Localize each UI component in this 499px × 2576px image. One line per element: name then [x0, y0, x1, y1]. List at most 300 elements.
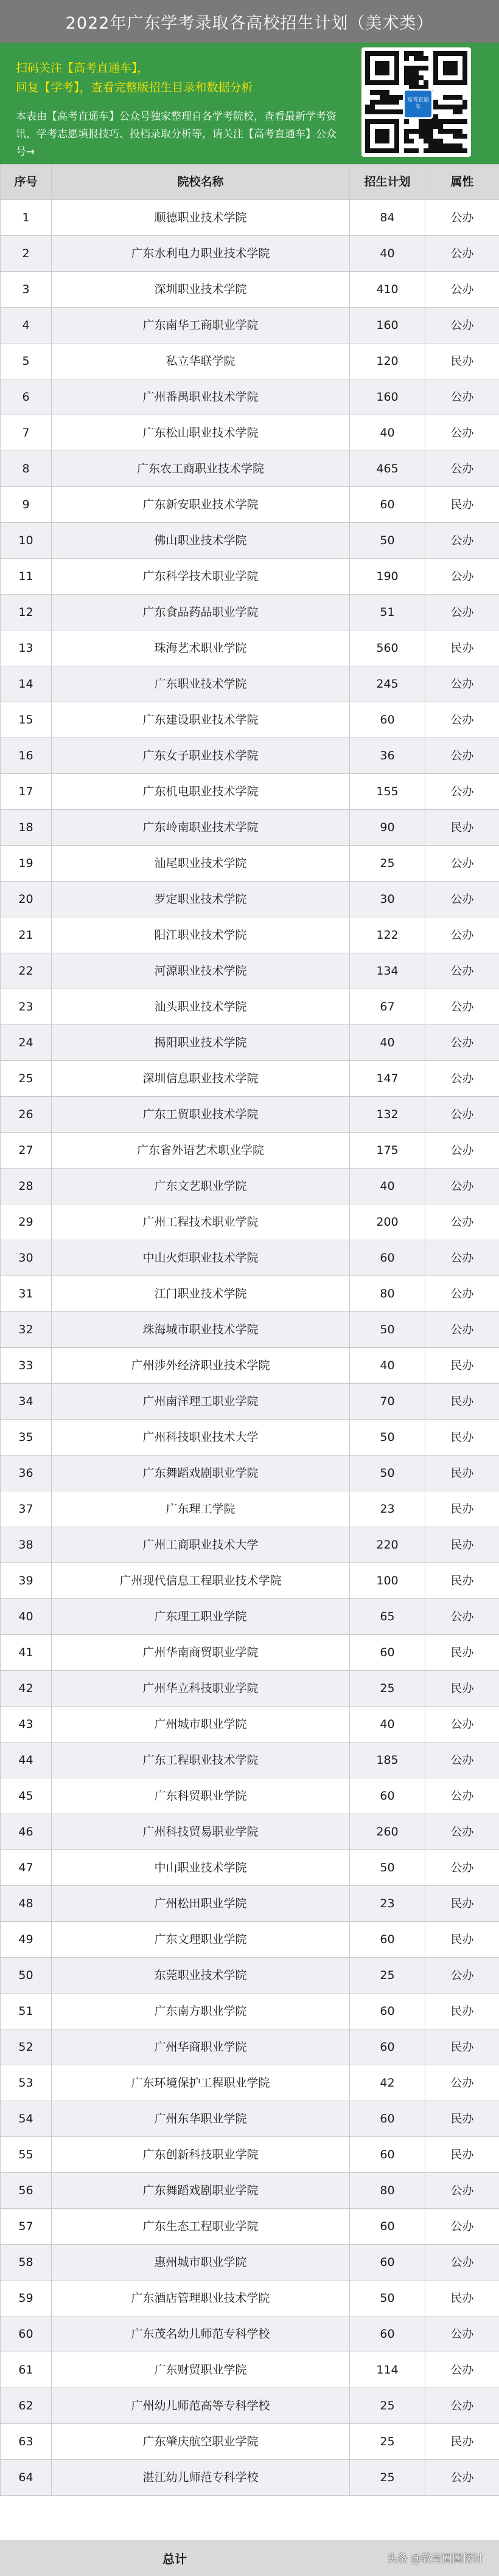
cell-enrollment-plan: 40	[350, 1025, 425, 1061]
table-row	[1, 1133, 499, 1169]
cell-school-name: 广东松山职业技术学院	[52, 415, 350, 451]
cell-school-type: 公办	[425, 379, 499, 415]
cell-school-type: 民办	[425, 1994, 499, 2029]
table-row	[1, 989, 499, 1025]
cell-index: 14	[1, 666, 52, 702]
cell-index: 48	[1, 1886, 52, 1922]
cell-school-type: 民办	[425, 1527, 499, 1563]
cell-school-name: 广东财贸职业学院	[52, 2352, 350, 2388]
cell-enrollment-plan: 122	[350, 917, 425, 953]
cell-school-type: 民办	[425, 1563, 499, 1599]
cell-school-type: 公办	[425, 415, 499, 451]
table-row	[1, 2137, 499, 2173]
cell-index: 47	[1, 1850, 52, 1886]
table-row	[1, 1455, 499, 1491]
cell-enrollment-plan: 100	[350, 1563, 425, 1599]
cell-school-type: 民办	[425, 2424, 499, 2460]
cell-index: 29	[1, 1204, 52, 1240]
cell-school-name: 惠州城市职业学院	[52, 2245, 350, 2281]
cell-school-type: 民办	[425, 630, 499, 666]
cell-school-type: 公办	[425, 1599, 499, 1635]
cell-enrollment-plan: 25	[350, 1958, 425, 1994]
table-row	[1, 1204, 499, 1240]
table-row	[1, 595, 499, 630]
table-row	[1, 1420, 499, 1455]
table-row	[1, 846, 499, 882]
cell-school-name: 私立华联学院	[52, 344, 350, 379]
cell-enrollment-plan: 90	[350, 810, 425, 846]
cell-index: 16	[1, 738, 52, 774]
cell-school-type: 民办	[425, 1491, 499, 1527]
cell-index: 15	[1, 702, 52, 738]
cell-school-name: 广州工程技术职业学院	[52, 1204, 350, 1240]
table-row	[1, 1886, 499, 1922]
cell-index: 49	[1, 1922, 52, 1958]
table-row	[1, 2424, 499, 2460]
cell-school-name: 广东舞蹈戏剧职业学院	[52, 1455, 350, 1491]
cell-index: 18	[1, 810, 52, 846]
cell-school-name: 广东新安职业技术学院	[52, 487, 350, 523]
cell-enrollment-plan: 147	[350, 1061, 425, 1097]
cell-school-name: 广东科学技术职业学院	[52, 559, 350, 595]
source-credit: 头条 @教育圈圈探讨	[386, 2553, 483, 2565]
table-row	[1, 2209, 499, 2245]
cell-index: 62	[1, 2388, 52, 2424]
cell-enrollment-plan: 25	[350, 1671, 425, 1707]
cell-school-name: 广东科贸职业学院	[52, 1778, 350, 1814]
cell-school-name: 广州东华职业学院	[52, 2101, 350, 2137]
cell-enrollment-plan: 114	[350, 2352, 425, 2388]
table-row	[1, 1671, 499, 1707]
cell-school-name: 广东职业技术学院	[52, 666, 350, 702]
cell-index: 54	[1, 2101, 52, 2137]
table-row	[1, 1635, 499, 1671]
cell-index: 57	[1, 2209, 52, 2245]
cell-index: 33	[1, 1348, 52, 1384]
table-row	[1, 1169, 499, 1204]
table-row	[1, 666, 499, 702]
cell-school-name: 广州华立科技职业学院	[52, 1671, 350, 1707]
cell-enrollment-plan: 40	[350, 1169, 425, 1204]
cell-index: 10	[1, 523, 52, 559]
cell-enrollment-plan: 80	[350, 1276, 425, 1312]
cell-school-name: 广东工贸职业技术学院	[52, 1097, 350, 1133]
cell-index: 21	[1, 917, 52, 953]
cell-school-name: 广东创新科技职业学院	[52, 2137, 350, 2173]
cell-index: 3	[1, 272, 52, 308]
cell-enrollment-plan: 60	[350, 2029, 425, 2065]
cell-school-type: 公办	[425, 1240, 499, 1276]
cell-school-type: 公办	[425, 2173, 499, 2209]
cell-school-name: 深圳信息职业技术学院	[52, 1061, 350, 1097]
cell-school-type: 公办	[425, 2065, 499, 2101]
cell-school-name: 江门职业技术学院	[52, 1276, 350, 1312]
cell-enrollment-plan: 160	[350, 379, 425, 415]
cell-index: 25	[1, 1061, 52, 1097]
table-row	[1, 1061, 499, 1097]
table-row	[1, 236, 499, 272]
cell-enrollment-plan: 60	[350, 1922, 425, 1958]
cell-enrollment-plan: 60	[350, 2245, 425, 2281]
cell-school-type: 公办	[425, 523, 499, 559]
page-title: 2022年广东学考录取各高校招生计划（美术类）	[0, 0, 499, 43]
cell-enrollment-plan: 410	[350, 272, 425, 308]
table-row	[1, 2101, 499, 2137]
table-row	[1, 774, 499, 810]
cell-enrollment-plan: 36	[350, 738, 425, 774]
table-row	[1, 200, 499, 236]
cell-enrollment-plan: 23	[350, 1491, 425, 1527]
cell-enrollment-plan: 60	[350, 2137, 425, 2173]
table-row	[1, 1348, 499, 1384]
cell-enrollment-plan: 132	[350, 1097, 425, 1133]
cell-school-name: 顺德职业技术学院	[52, 200, 350, 236]
cell-school-name: 广州城市职业学院	[52, 1707, 350, 1742]
cell-school-type: 民办	[425, 2137, 499, 2173]
cell-index: 32	[1, 1312, 52, 1348]
qr-code[interactable]	[361, 47, 471, 157]
cell-index: 50	[1, 1958, 52, 1994]
cell-school-name: 广州涉外经济职业技术学院	[52, 1348, 350, 1384]
table-row	[1, 1994, 499, 2029]
cell-index: 53	[1, 2065, 52, 2101]
cell-school-type: 公办	[425, 702, 499, 738]
cell-enrollment-plan: 67	[350, 989, 425, 1025]
table-row	[1, 415, 499, 451]
cell-enrollment-plan: 25	[350, 846, 425, 882]
table-row	[1, 738, 499, 774]
cell-enrollment-plan: 220	[350, 1527, 425, 1563]
qr-logo-icon: 高考直通车	[403, 89, 433, 119]
cell-enrollment-plan: 30	[350, 882, 425, 917]
cell-enrollment-plan: 60	[350, 1778, 425, 1814]
cell-school-name: 广州松田职业学院	[52, 1886, 350, 1922]
cell-index: 61	[1, 2352, 52, 2388]
cell-index: 35	[1, 1420, 52, 1455]
banner-line-reply: 回复【学考】，查看完整版招生目录和数据分析	[16, 81, 253, 94]
cell-school-type: 公办	[425, 2209, 499, 2245]
cell-enrollment-plan: 60	[350, 1635, 425, 1671]
table-body	[1, 200, 499, 2496]
cell-enrollment-plan: 60	[350, 702, 425, 738]
cell-school-name: 广东省外语艺术职业学院	[52, 1133, 350, 1169]
table-row	[1, 2460, 499, 2496]
cell-school-type: 公办	[425, 1169, 499, 1204]
cell-school-type: 公办	[425, 989, 499, 1025]
cell-school-name: 汕尾职业技术学院	[52, 846, 350, 882]
cell-school-name: 深圳职业技术学院	[52, 272, 350, 308]
table-row	[1, 1527, 499, 1563]
cell-school-name: 广东农工商职业技术学院	[52, 451, 350, 487]
cell-enrollment-plan: 70	[350, 1384, 425, 1420]
cell-school-name: 罗定职业技术学院	[52, 882, 350, 917]
cell-school-name: 广东舞蹈戏剧职业学院	[52, 2173, 350, 2209]
cell-index: 40	[1, 1599, 52, 1635]
cell-school-type: 民办	[425, 1455, 499, 1491]
cell-index: 41	[1, 1635, 52, 1671]
cell-school-type: 公办	[425, 1133, 499, 1169]
cell-index: 58	[1, 2245, 52, 2281]
table-row	[1, 953, 499, 989]
table-row	[1, 630, 499, 666]
cell-enrollment-plan: 60	[350, 1240, 425, 1276]
table-row	[1, 882, 499, 917]
table-row	[1, 523, 499, 559]
cell-school-type: 公办	[425, 1061, 499, 1097]
cell-index: 27	[1, 1133, 52, 1169]
cell-school-type: 民办	[425, 2029, 499, 2065]
cell-school-type: 公办	[425, 917, 499, 953]
cell-index: 19	[1, 846, 52, 882]
table-row	[1, 1240, 499, 1276]
cell-index: 51	[1, 1994, 52, 2029]
cell-school-name: 中山职业技术学院	[52, 1850, 350, 1886]
cell-enrollment-plan: 160	[350, 308, 425, 344]
cell-school-type: 公办	[425, 2460, 499, 2496]
header-school-name: 院校名称	[52, 165, 350, 200]
cell-school-type: 民办	[425, 1671, 499, 1707]
table-row	[1, 487, 499, 523]
cell-enrollment-plan: 50	[350, 1850, 425, 1886]
cell-school-type: 民办	[425, 1922, 499, 1958]
table-row	[1, 1922, 499, 1958]
cell-enrollment-plan: 51	[350, 595, 425, 630]
cell-school-type: 民办	[425, 344, 499, 379]
cell-school-name: 广东南华工商职业学院	[52, 308, 350, 344]
table-header-row	[1, 165, 499, 200]
cell-school-name: 广东理工学院	[52, 1491, 350, 1527]
cell-enrollment-plan: 134	[350, 953, 425, 989]
cell-school-type: 民办	[425, 487, 499, 523]
cell-index: 13	[1, 630, 52, 666]
cell-school-type: 公办	[425, 1025, 499, 1061]
cell-school-type: 民办	[425, 1886, 499, 1922]
table-row	[1, 1384, 499, 1420]
cell-enrollment-plan: 60	[350, 487, 425, 523]
cell-school-name: 广东文理职业学院	[52, 1922, 350, 1958]
cell-enrollment-plan: 155	[350, 774, 425, 810]
table-row	[1, 272, 499, 308]
table-row	[1, 1599, 499, 1635]
table-row	[1, 344, 499, 379]
cell-school-name: 广东建设职业技术学院	[52, 702, 350, 738]
cell-school-type: 公办	[425, 2316, 499, 2352]
cell-school-name: 广州南洋理工职业学院	[52, 1384, 350, 1420]
cell-school-type: 民办	[425, 1420, 499, 1455]
cell-enrollment-plan: 60	[350, 2316, 425, 2352]
cell-school-type: 公办	[425, 451, 499, 487]
cell-enrollment-plan: 465	[350, 451, 425, 487]
cell-school-type: 公办	[425, 953, 499, 989]
cell-index: 26	[1, 1097, 52, 1133]
table-row	[1, 2281, 499, 2316]
cell-school-name: 广东文艺职业学院	[52, 1169, 350, 1204]
promo-banner	[0, 43, 499, 164]
cell-school-type: 公办	[425, 559, 499, 595]
cell-school-type: 公办	[425, 1814, 499, 1850]
banner-line-follow: 扫码关注【高考直通车】，	[16, 61, 149, 75]
cell-index: 52	[1, 2029, 52, 2065]
table-row	[1, 1491, 499, 1527]
cell-enrollment-plan: 65	[350, 1599, 425, 1635]
cell-index: 4	[1, 308, 52, 344]
cell-school-type: 公办	[425, 846, 499, 882]
cell-school-name: 广州华南商贸职业学院	[52, 1635, 350, 1671]
table-row	[1, 810, 499, 846]
cell-school-name: 珠海艺术职业学院	[52, 630, 350, 666]
cell-index: 12	[1, 595, 52, 630]
cell-school-type: 公办	[425, 308, 499, 344]
cell-school-name: 揭阳职业技术学院	[52, 1025, 350, 1061]
cell-index: 43	[1, 1707, 52, 1742]
cell-school-name: 广东南方职业学院	[52, 1994, 350, 2029]
table-row	[1, 308, 499, 344]
cell-enrollment-plan: 40	[350, 236, 425, 272]
cell-school-name: 阳江职业技术学院	[52, 917, 350, 953]
cell-school-type: 公办	[425, 666, 499, 702]
cell-school-type: 公办	[425, 1850, 499, 1886]
cell-school-name: 广东理工职业学院	[52, 1599, 350, 1635]
table-row	[1, 1958, 499, 1994]
table-row	[1, 1814, 499, 1850]
cell-school-name: 广东女子职业技术学院	[52, 738, 350, 774]
cell-enrollment-plan: 23	[350, 1886, 425, 1922]
cell-school-type: 公办	[425, 738, 499, 774]
cell-index: 36	[1, 1455, 52, 1491]
cell-index: 20	[1, 882, 52, 917]
cell-enrollment-plan: 60	[350, 1994, 425, 2029]
cell-enrollment-plan: 200	[350, 1204, 425, 1240]
cell-school-name: 广东环境保护工程职业学院	[52, 2065, 350, 2101]
cell-index: 64	[1, 2460, 52, 2496]
total-label: 总计	[162, 2552, 187, 2566]
cell-school-type: 民办	[425, 2101, 499, 2137]
cell-school-name: 广东食品药品职业学院	[52, 595, 350, 630]
table-row	[1, 917, 499, 953]
cell-school-type: 公办	[425, 1097, 499, 1133]
cell-school-name: 中山火炬职业技术学院	[52, 1240, 350, 1276]
cell-enrollment-plan: 25	[350, 2460, 425, 2496]
cell-school-type: 公办	[425, 1276, 499, 1312]
total-row	[0, 2540, 499, 2576]
cell-school-type: 公办	[425, 200, 499, 236]
table-row	[1, 702, 499, 738]
cell-school-type: 公办	[425, 1204, 499, 1240]
cell-enrollment-plan: 25	[350, 2388, 425, 2424]
cell-school-name: 广东水利电力职业技术学院	[52, 236, 350, 272]
cell-enrollment-plan: 40	[350, 1348, 425, 1384]
table-row	[1, 559, 499, 595]
cell-index: 31	[1, 1276, 52, 1312]
cell-school-type: 公办	[425, 882, 499, 917]
table-row	[1, 1707, 499, 1742]
cell-enrollment-plan: 50	[350, 523, 425, 559]
cell-school-name: 湛江幼儿师范专科学校	[52, 2460, 350, 2496]
table-row	[1, 1025, 499, 1061]
cell-school-type: 公办	[425, 236, 499, 272]
cell-school-type: 公办	[425, 1707, 499, 1742]
cell-enrollment-plan: 175	[350, 1133, 425, 1169]
cell-index: 45	[1, 1778, 52, 1814]
cell-enrollment-plan: 260	[350, 1814, 425, 1850]
cell-index: 6	[1, 379, 52, 415]
table-row	[1, 1742, 499, 1778]
cell-index: 39	[1, 1563, 52, 1599]
cell-school-name: 河源职业技术学院	[52, 953, 350, 989]
cell-index: 42	[1, 1671, 52, 1707]
cell-index: 22	[1, 953, 52, 989]
cell-school-type: 公办	[425, 2388, 499, 2424]
cell-enrollment-plan: 80	[350, 2173, 425, 2209]
table-row	[1, 451, 499, 487]
cell-index: 7	[1, 415, 52, 451]
cell-enrollment-plan: 50	[350, 1420, 425, 1455]
cell-school-type: 公办	[425, 272, 499, 308]
cell-enrollment-plan: 25	[350, 2424, 425, 2460]
cell-school-name: 广州科技职业技术大学	[52, 1420, 350, 1455]
cell-index: 63	[1, 2424, 52, 2460]
cell-school-name: 广东肇庆航空职业学院	[52, 2424, 350, 2460]
cell-index: 9	[1, 487, 52, 523]
table-row	[1, 1276, 499, 1312]
cell-school-name: 东莞职业技术学院	[52, 1958, 350, 1994]
cell-school-type: 公办	[425, 774, 499, 810]
table-row	[1, 379, 499, 415]
cell-index: 23	[1, 989, 52, 1025]
admission-plan-table	[0, 164, 499, 2496]
cell-school-type: 民办	[425, 2281, 499, 2316]
cell-school-type: 公办	[425, 595, 499, 630]
cell-school-name: 广东茂名幼儿师范专科学校	[52, 2316, 350, 2352]
cell-school-name: 汕头职业技术学院	[52, 989, 350, 1025]
cell-school-name: 广州华商职业学院	[52, 2029, 350, 2065]
header-enrollment-plan: 招生计划	[350, 165, 425, 200]
table-row	[1, 1778, 499, 1814]
cell-school-name: 广东工程职业技术学院	[52, 1742, 350, 1778]
cell-index: 44	[1, 1742, 52, 1778]
cell-school-type: 公办	[425, 1742, 499, 1778]
cell-school-name: 广东机电职业技术学院	[52, 774, 350, 810]
cell-enrollment-plan: 40	[350, 415, 425, 451]
cell-index: 56	[1, 2173, 52, 2209]
cell-index: 1	[1, 200, 52, 236]
cell-school-type: 民办	[425, 810, 499, 846]
cell-index: 5	[1, 344, 52, 379]
cell-school-name: 广东生态工程职业学院	[52, 2209, 350, 2245]
cell-index: 17	[1, 774, 52, 810]
cell-school-name: 珠海城市职业技术学院	[52, 1312, 350, 1348]
table-row	[1, 2173, 499, 2209]
table-row	[1, 1563, 499, 1599]
cell-enrollment-plan: 42	[350, 2065, 425, 2101]
cell-index: 34	[1, 1384, 52, 1420]
cell-school-name: 广州幼儿师范高等专科学校	[52, 2388, 350, 2424]
table-row	[1, 1097, 499, 1133]
cell-school-type: 公办	[425, 1958, 499, 1994]
cell-enrollment-plan: 50	[350, 1312, 425, 1348]
cell-index: 28	[1, 1169, 52, 1204]
cell-school-name: 广州现代信息工程职业技术学院	[52, 1563, 350, 1599]
cell-school-name: 广州工商职业技术大学	[52, 1527, 350, 1563]
cell-enrollment-plan: 560	[350, 630, 425, 666]
cell-index: 60	[1, 2316, 52, 2352]
cell-index: 37	[1, 1491, 52, 1527]
cell-enrollment-plan: 185	[350, 1742, 425, 1778]
cell-school-name: 佛山职业技术学院	[52, 523, 350, 559]
cell-index: 24	[1, 1025, 52, 1061]
cell-enrollment-plan: 245	[350, 666, 425, 702]
cell-enrollment-plan: 60	[350, 2209, 425, 2245]
